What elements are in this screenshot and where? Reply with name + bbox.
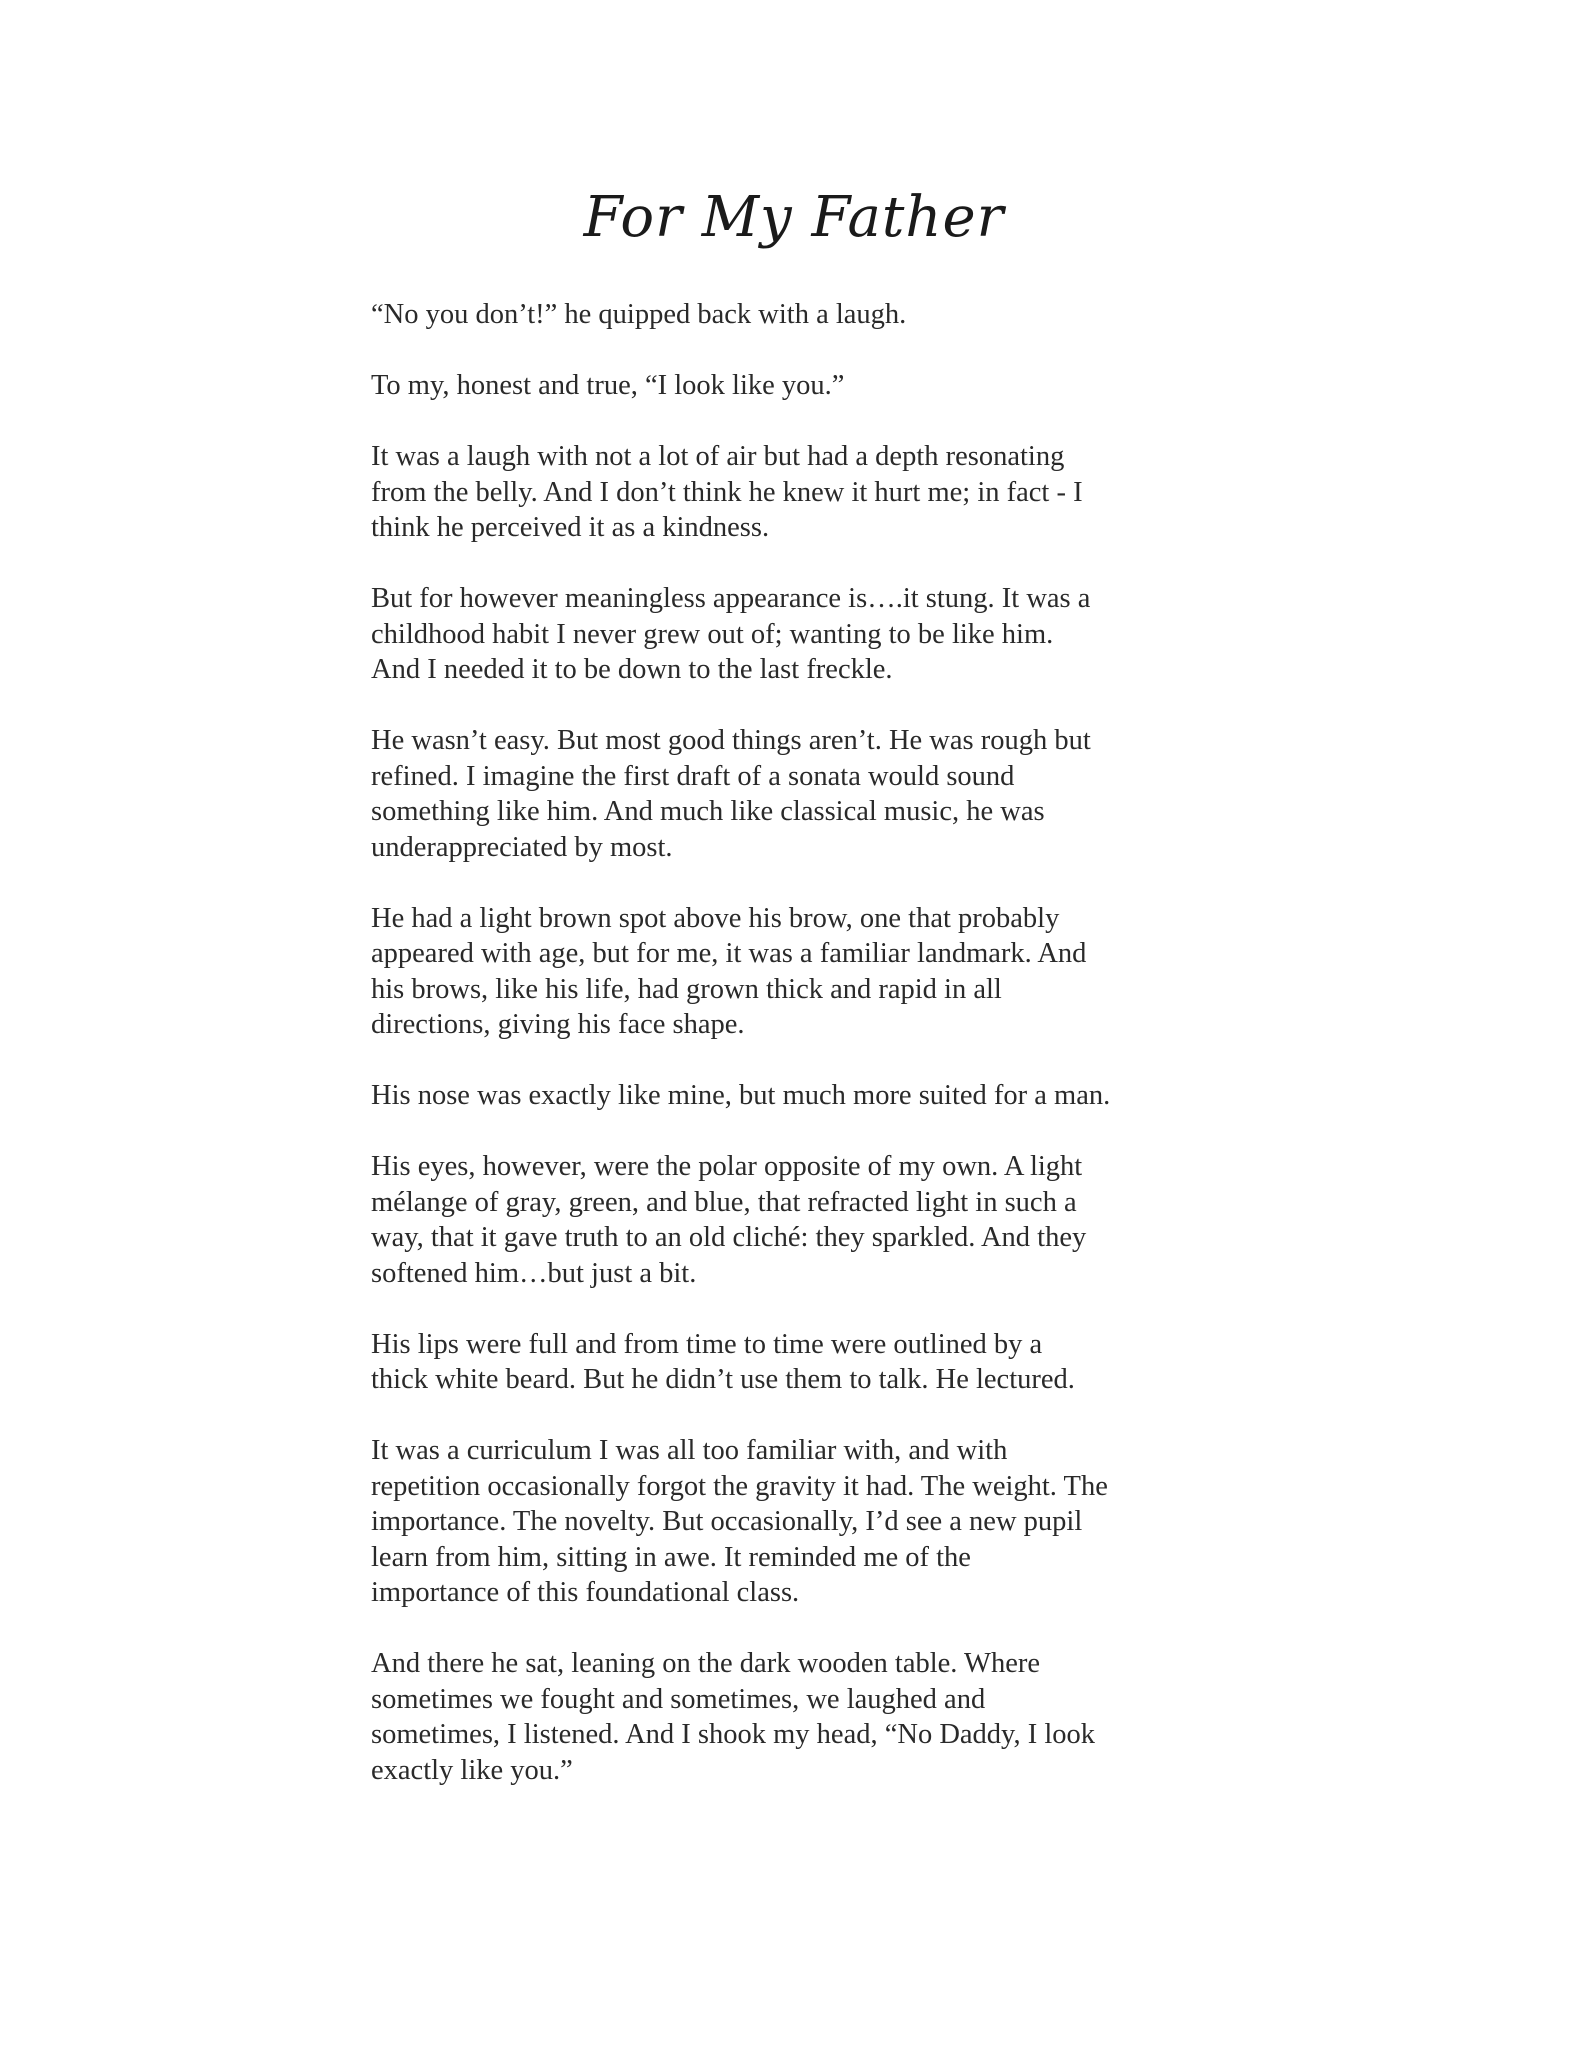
paragraph (371, 1078, 1231, 1114)
page-title: For My Father (583, 185, 1005, 250)
paragraph (371, 439, 1231, 546)
text-line: appeared with age, but for me, it was a familiar landmark. And (371, 938, 1087, 969)
text-line: It was a laugh with not a lot of air but had a depth resonating (371, 441, 1065, 472)
text-line: sometimes we fought and sometimes, we laughed and (371, 1683, 986, 1715)
text-line: But for however meaningless appearance is….it stung. It was a (371, 583, 1091, 614)
text-line: He wasn’t easy. But most good things aren’t. He was rough but (371, 725, 1091, 756)
text-line: thick white beard. But he didn’t use them to talk. He lectured. (371, 1364, 1075, 1395)
text-line: mélange of gray, green, and blue, that refracted light in such a (371, 1186, 1077, 1218)
paragraph (371, 581, 1231, 688)
text-line: think he perceived it as a kindness. (371, 512, 770, 543)
text-line: sometimes, I listened. And I shook my head, “No Daddy, I look (371, 1719, 1095, 1750)
text-line: importance. The novelty. But occasionally, I’d see a new pupil (371, 1506, 1083, 1537)
paragraph (371, 901, 1231, 1043)
text-line: way, that it gave truth to an old cliché: they sparkled. And they (371, 1222, 1087, 1253)
text-line: childhood habit I never grew out of; wanting to be like him. (371, 618, 1054, 650)
text-line: It was a curriculum I was all too familiar with, and with (371, 1435, 1008, 1466)
text-line: repetition occasionally forgot the gravity it had. The weight. The (371, 1470, 1108, 1502)
text-line: His eyes, however, were the polar opposite of my own. A light (371, 1151, 1083, 1182)
paragraph (371, 1149, 1231, 1291)
text-line: And I needed it to be down to the last freckle. (371, 654, 893, 685)
text-line: learn from him, sitting in awe. It reminded me of the (371, 1541, 971, 1573)
paragraph (371, 368, 1231, 404)
text-line: importance of this foundational class. (371, 1577, 800, 1608)
text-line: He had a light brown spot above his brow, one that probably (371, 902, 1060, 934)
text-line: “No you don’t!” he quipped back with a laugh. (371, 299, 907, 330)
text-line: underappreciated by most. (371, 831, 673, 863)
text-line: softened him…but just a bit. (371, 1257, 697, 1289)
paragraph (371, 1327, 1231, 1398)
text-line: And there he sat, leaning on the dark wooden table. Where (371, 1648, 1040, 1679)
text-line: from the belly. And I don’t think he knew it hurt me; in fact - I (371, 476, 1083, 508)
text-line: his brows, like his life, had grown thick and rapid in all (371, 973, 1002, 1005)
text-line: directions, giving his face shape. (371, 1009, 745, 1040)
paragraph (371, 1646, 1231, 1788)
paragraph (371, 723, 1231, 865)
text-line: To my, honest and true, “I look like you.” (371, 370, 845, 401)
text-line: His lips were full and from time to time were outlined by a (371, 1328, 1043, 1360)
paragraph (371, 1433, 1231, 1611)
text-line: His nose was exactly like mine, but much more suited for a man. (371, 1080, 1111, 1111)
text-line: something like him. And much like classical music, he was (371, 796, 1045, 827)
text-line: refined. I imagine the first draft of a sonata would sound (371, 760, 1015, 792)
text-line: exactly like you.” (371, 1754, 573, 1786)
essay-body (371, 297, 1231, 1824)
paragraph (371, 297, 1231, 333)
